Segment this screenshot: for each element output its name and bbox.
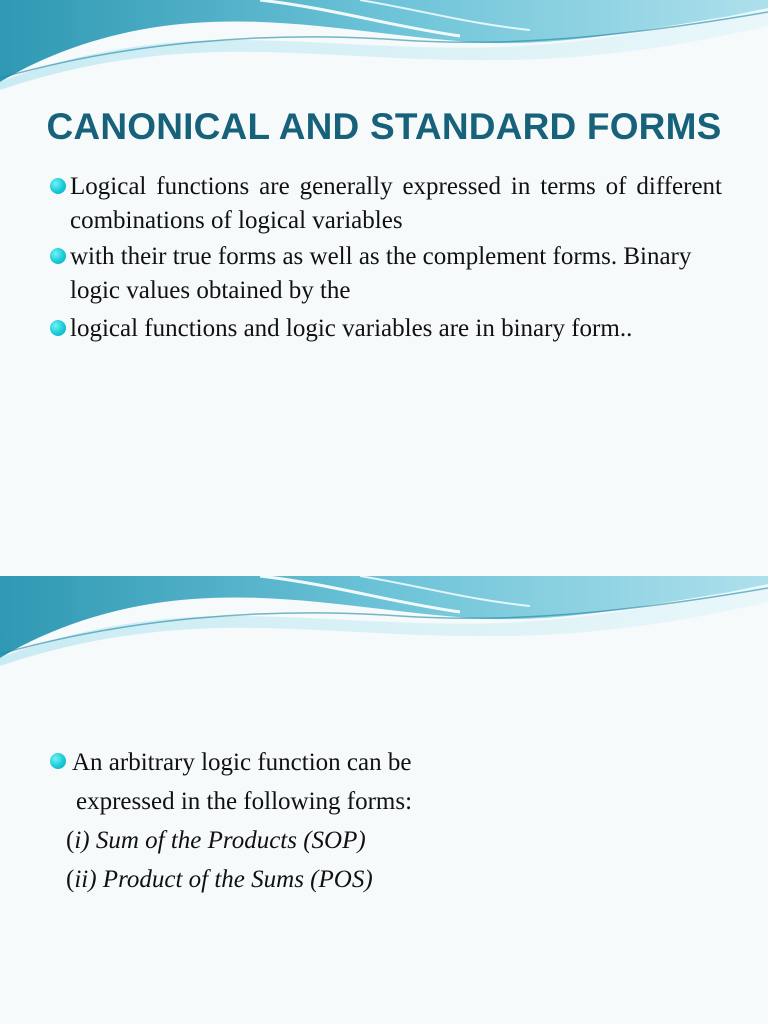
bullet-dot-icon <box>50 248 66 264</box>
paren-text: ( <box>66 827 75 854</box>
bullet-dot-icon <box>50 320 66 336</box>
bullet-text: Logical functions are generally expressed in terms of different combinations of logical variables <box>70 173 722 234</box>
bullet-text: logical functions and logic variables are in binary form.. <box>70 315 633 342</box>
bullet-text-line: expressed in the following forms: <box>76 788 413 815</box>
slide-title: CANONICAL AND STANDARD FORMS <box>46 106 722 147</box>
form-item-sop <box>66 821 366 860</box>
header-wave-decoration <box>0 576 768 666</box>
bullet-text-line: An arbitrary logic function can be <box>72 749 412 776</box>
bullet-dot-icon <box>50 753 66 769</box>
bullet-text: with their true forms as well as the complement forms. Binary logic values obtained by the <box>70 243 692 304</box>
slide-2 <box>0 576 768 1024</box>
paren-text: ( <box>66 866 75 893</box>
pos-text: ii) Product of the Sums (POS) <box>74 866 373 893</box>
bullet-dot-icon <box>50 178 66 194</box>
sop-text: i) Sum of the Products (SOP) <box>74 827 366 854</box>
header-wave-decoration <box>0 0 768 90</box>
form-item-pos <box>66 860 373 899</box>
